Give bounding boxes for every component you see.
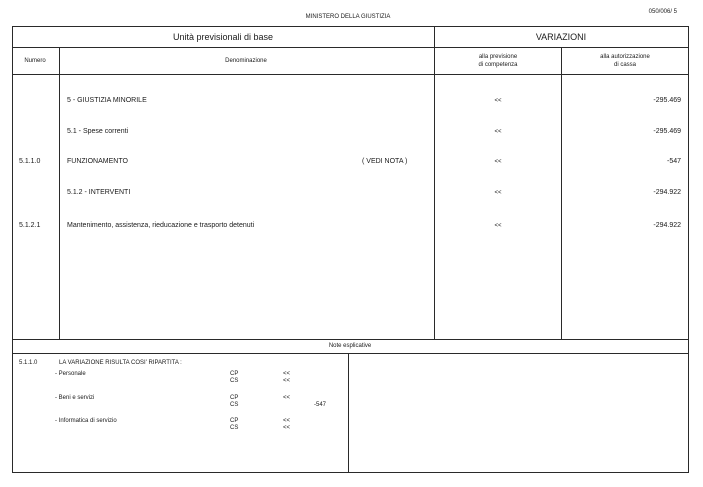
notes-item-cp-value: << [283, 418, 291, 424]
notes-item-cs-value: -547 [313, 402, 326, 408]
notes-item-cp-label: CP [230, 418, 239, 424]
notes-heading: LA VARIAZIONE RISULTA COSI' RIPARTITA : [59, 360, 182, 366]
col-header-numero: Numero [24, 58, 46, 64]
col-header-competenza-line2: di competenza [478, 62, 518, 68]
row-numero: 5.1.1.0 [19, 158, 41, 165]
row-denominazione: 5.1.2 - INTERVENTI [67, 189, 131, 196]
notes-item-cp-value: << [283, 395, 291, 401]
col-header-cassa-line1: alla autorizzazione [600, 54, 650, 60]
row-cassa: -294.922 [653, 189, 681, 196]
notes-item-cs-value: << [283, 425, 291, 431]
row-cassa: -547 [666, 158, 681, 165]
notes-item-label: - Beni e servizi [55, 395, 95, 401]
row-competenza: << [494, 98, 502, 104]
notes-title: Note esplicative [328, 343, 372, 349]
notes-item-cp-label: CP [230, 395, 239, 401]
row-denominazione: 5 - GIUSTIZIA MINORILE [67, 97, 147, 104]
page-reference: 050/006/ 5 [648, 9, 677, 15]
notes-item-cp-label: CP [230, 371, 239, 377]
row-denominazione: Mantenimento, assistenza, rieducazione e trasporto detenuti [67, 222, 255, 229]
col-header-competenza-line1: alla previsione [478, 54, 518, 60]
header-variazioni: VARIAZIONI [535, 32, 587, 42]
col-header-cassa-line2: di cassa [613, 62, 637, 68]
notes-item-cs-label: CS [230, 402, 239, 408]
notes-item-cs-value: << [283, 378, 291, 384]
notes-item-label: - Personale [55, 371, 86, 377]
ministry-title: MINISTERO DELLA GIUSTIZIA [305, 14, 391, 20]
row-denominazione: FUNZIONAMENTO [67, 158, 128, 165]
row-numero: 5.1.2.1 [19, 222, 41, 229]
header-unita-previsionali: Unità previsionali di base [172, 32, 274, 42]
row-cassa: -295.469 [653, 97, 681, 104]
notes-item-cp-value: << [283, 371, 291, 377]
row-competenza: << [494, 223, 502, 229]
notes-item-cs-label: CS [230, 425, 239, 431]
row-cassa: -295.469 [653, 128, 681, 135]
col-header-denominazione: Denominazione [225, 58, 267, 64]
row-competenza: << [494, 159, 502, 165]
row-note-reference: ( VEDI NOTA ) [362, 158, 408, 165]
notes-item-label: - Informatica di servizio [55, 418, 117, 424]
row-cassa: -294.922 [653, 222, 681, 229]
row-competenza: << [494, 190, 502, 196]
row-competenza: << [494, 129, 502, 135]
notes-item-cs-label: CS [230, 378, 239, 384]
notes-numero: 5.1.1.0 [19, 360, 38, 366]
row-denominazione: 5.1 - Spese correnti [67, 128, 129, 135]
